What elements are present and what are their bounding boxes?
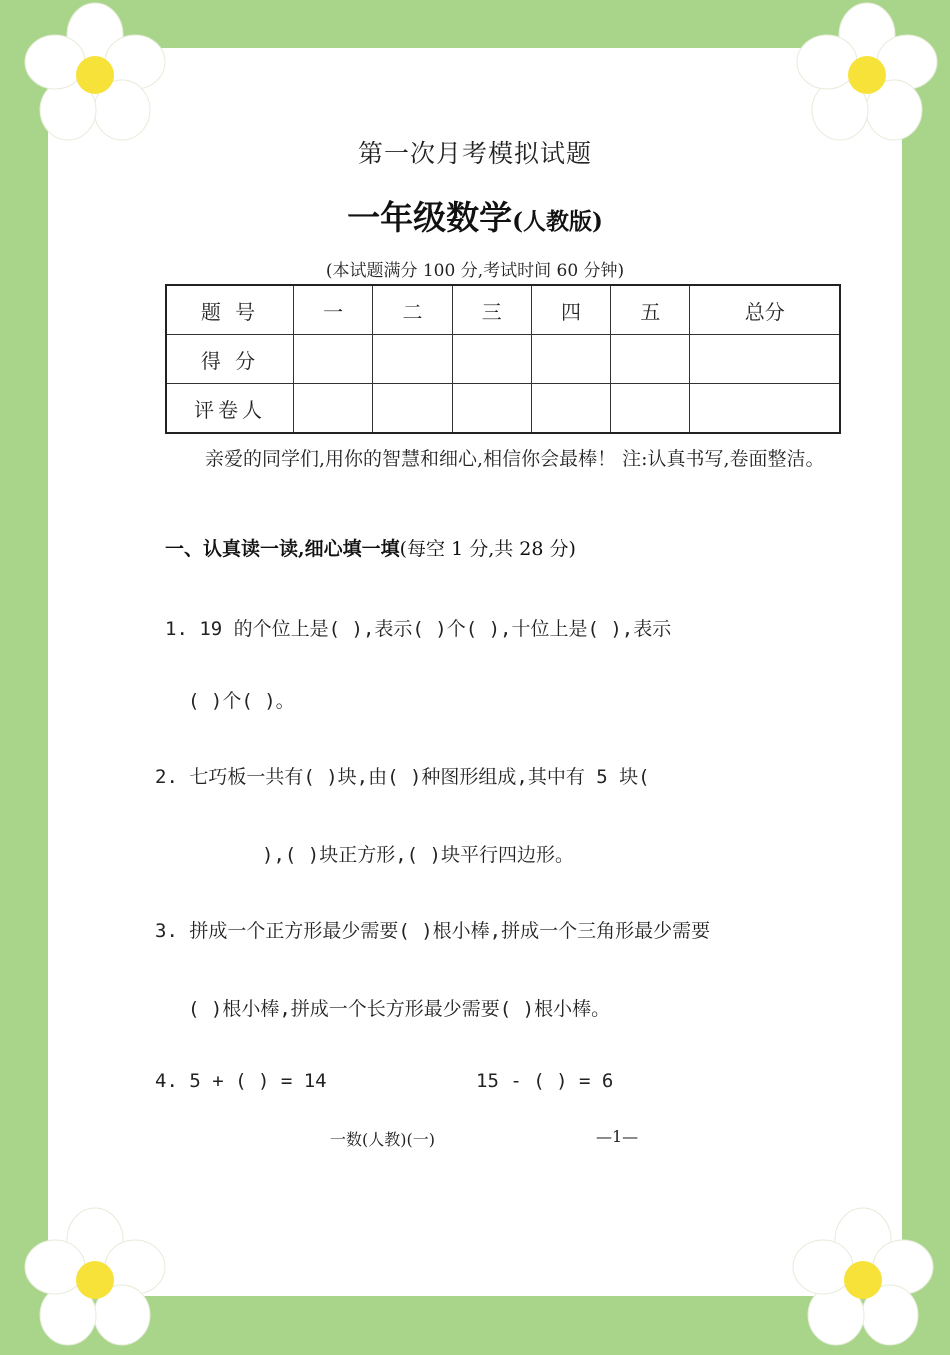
table-cell: 评卷人 xyxy=(166,384,294,434)
flower-bottom-left xyxy=(20,1205,170,1355)
table-cell: 一 xyxy=(294,285,373,335)
table-cell: 三 xyxy=(452,285,531,335)
table-cell xyxy=(452,384,531,434)
question-1-line-2: ( )个( )。 xyxy=(188,690,295,712)
table-cell xyxy=(611,384,690,434)
table-cell: 得 分 xyxy=(166,335,294,384)
question-4-b: 15 - ( ) = 6 xyxy=(476,1070,614,1092)
section-title: 一、认真读一读,细心填一填 xyxy=(165,538,400,560)
flower-bottom-right xyxy=(788,1205,938,1355)
question-1-line-1: 1. 19 的个位上是( ),表示( )个( ),十位上是( ),表示 xyxy=(165,618,672,640)
section-heading xyxy=(165,534,576,561)
question-2-line-1: 2. 七巧板一共有( )块,由( )种图形组成,其中有 5 块( xyxy=(155,766,650,788)
section-points: (每空 1 分,共 28 分) xyxy=(399,538,576,560)
table-cell: 题 号 xyxy=(166,285,294,335)
exam-title: 第一次月考模拟试题 xyxy=(357,139,592,168)
score-table xyxy=(165,284,841,434)
flower-icon xyxy=(20,0,170,150)
table-row xyxy=(166,285,840,335)
edition-label: (人教版) xyxy=(512,208,603,235)
question-3-line-2: ( )根小棒,拼成一个长方形最少需要( )根小棒。 xyxy=(188,998,611,1020)
table-cell: 总分 xyxy=(690,285,840,335)
exam-subject xyxy=(0,192,950,239)
flower-icon xyxy=(792,0,942,150)
table-cell xyxy=(452,335,531,384)
flower-top-left xyxy=(20,0,170,150)
table-cell xyxy=(294,384,373,434)
question-3-line-1: 3. 拼成一个正方形最少需要( )根小棒,拼成一个三角形最少需要 xyxy=(155,920,711,942)
table-cell xyxy=(611,335,690,384)
exam-note: (本试题满分 100 分,考试时间 60 分钟) xyxy=(325,261,625,281)
intro-paragraph: 亲爱的同学们,用你的智慧和细心,相信你会最棒！ 注:认真书写,卷面整洁。 xyxy=(205,448,825,470)
table-cell xyxy=(531,335,610,384)
table-cell xyxy=(373,335,452,384)
question-2-line-2: ),( )块正方形,( )块平行四边形。 xyxy=(262,844,574,866)
table-cell: 二 xyxy=(373,285,452,335)
table-cell: 四 xyxy=(531,285,610,335)
table-cell xyxy=(690,335,840,384)
footer-label: 一数(人教)(一) xyxy=(330,1130,435,1149)
table-cell: 五 xyxy=(611,285,690,335)
flower-icon xyxy=(20,1205,170,1355)
table-row xyxy=(166,384,840,434)
page-number: —1— xyxy=(596,1127,639,1146)
flower-top-right xyxy=(792,0,942,150)
table-cell xyxy=(531,384,610,434)
table-cell xyxy=(690,384,840,434)
table-cell xyxy=(294,335,373,384)
question-4-a: 4. 5 + ( ) = 14 xyxy=(155,1070,327,1092)
table-cell xyxy=(373,384,452,434)
subject-name: 一年级数学 xyxy=(347,198,513,237)
table-row xyxy=(166,335,840,384)
flower-icon xyxy=(788,1205,938,1355)
